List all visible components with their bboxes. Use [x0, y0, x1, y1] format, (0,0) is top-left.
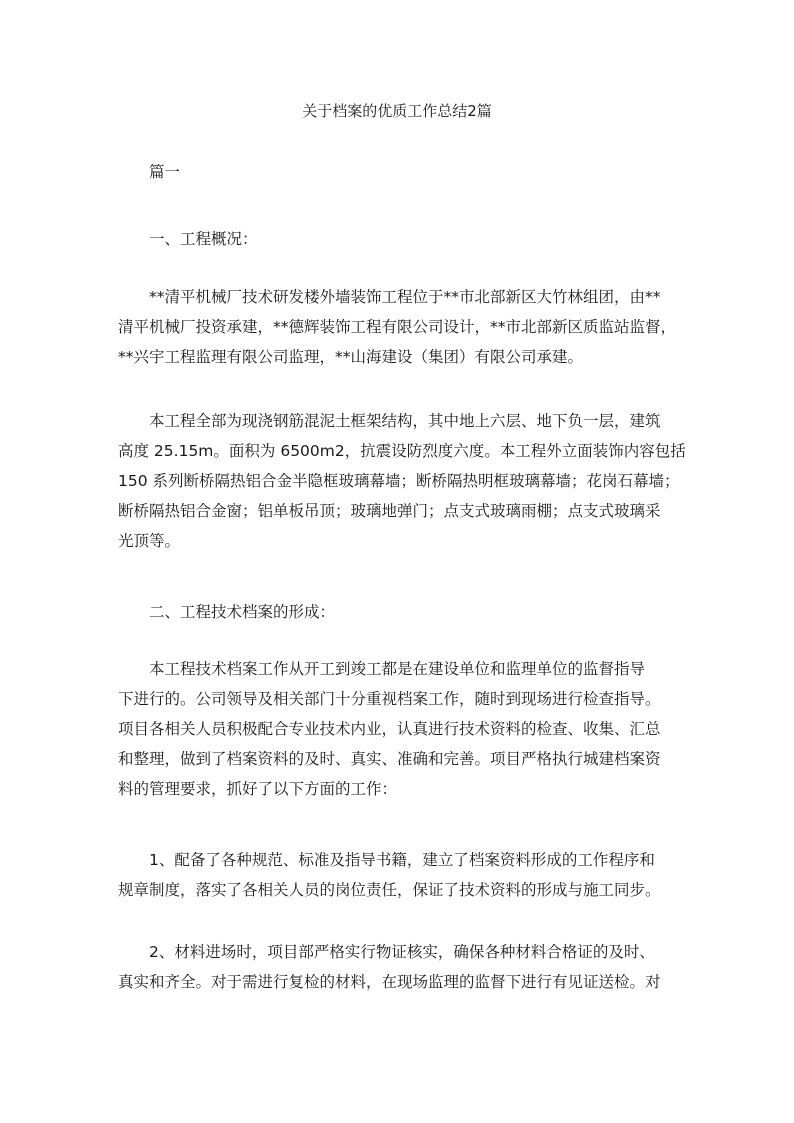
list-item-2 — [118, 937, 680, 997]
paragraph-line: 项目各相关人员积极配合专业技术内业，认真进行技术资料的检查、收集、汇总 — [118, 720, 661, 738]
paragraph-line: 下进行的。公司领导及相关部门十分重视档案工作，随时到现场进行检查指导。 — [118, 690, 661, 708]
paragraph-project-structure — [118, 406, 686, 556]
paragraph-line: 真实和齐全。对于需进行复检的材料，在现场监理的监督下进行有见证送检。对 — [118, 973, 661, 991]
paragraph-line: 1、配备了各种规范、标准及指导书籍，建立了档案资料形成的工作程序和 — [149, 851, 655, 869]
part-label: 篇一 — [149, 163, 181, 181]
paragraph-line: 清平机械厂投资承建，**德辉装饰工程有限公司设计，**市北部新区质监站监督， — [118, 318, 677, 336]
paragraph-line: 高度 25.15m。面积为 6500m2，抗震设防烈度六度。本工程外立面装饰内容包括 — [118, 442, 686, 460]
paragraph-line: 料的管理要求，抓好了以下方面的工作： — [118, 780, 398, 798]
paragraph-project-location — [118, 282, 680, 372]
section-heading-archives: 二、工程技术档案的形成： — [149, 603, 336, 621]
paragraph-line: 和整理，做到了档案资料的及时、真实、准确和完善。项目严格执行城建档案资 — [118, 750, 661, 768]
section-heading-overview: 一、工程概况： — [149, 230, 258, 248]
paragraph-line: **清平机械厂技术研发楼外墙装饰工程位于**市北部新区大竹林组团，由** — [149, 288, 661, 306]
paragraph-line: 150 系列断桥隔热铝合金半隐框玻璃幕墙；断桥隔热明框玻璃幕墙；花岗石幕墙； — [118, 472, 680, 490]
paragraph-line: 本工程全部为现浇钢筋混泥土框架结构，其中地上六层、地下负一层，建筑 — [149, 412, 661, 430]
paragraph-archives-work — [118, 654, 680, 804]
document-title: 关于档案的优质工作总结2篇 — [302, 102, 492, 120]
paragraph-line: 光顶等。 — [118, 532, 181, 550]
list-item-1 — [118, 845, 680, 905]
paragraph-line: 断桥隔热铝合金窗；铝单板吊顶；玻璃地弹门；点支式玻璃雨棚；点支式玻璃采 — [118, 502, 661, 520]
paragraph-line: 本工程技术档案工作从开工到竣工都是在建设单位和监理单位的监督指导 — [149, 660, 646, 678]
paragraph-line: 2、材料进场时，项目部严格实行物证核实，确保各种材料合格证的及时、 — [149, 943, 655, 961]
paragraph-line: 规章制度，落实了各相关人员的岗位责任，保证了技术资料的形成与施工同步。 — [118, 881, 661, 899]
paragraph-line: **兴宇工程监理有限公司监理，**山海建设（集团）有限公司承建。 — [118, 348, 584, 366]
